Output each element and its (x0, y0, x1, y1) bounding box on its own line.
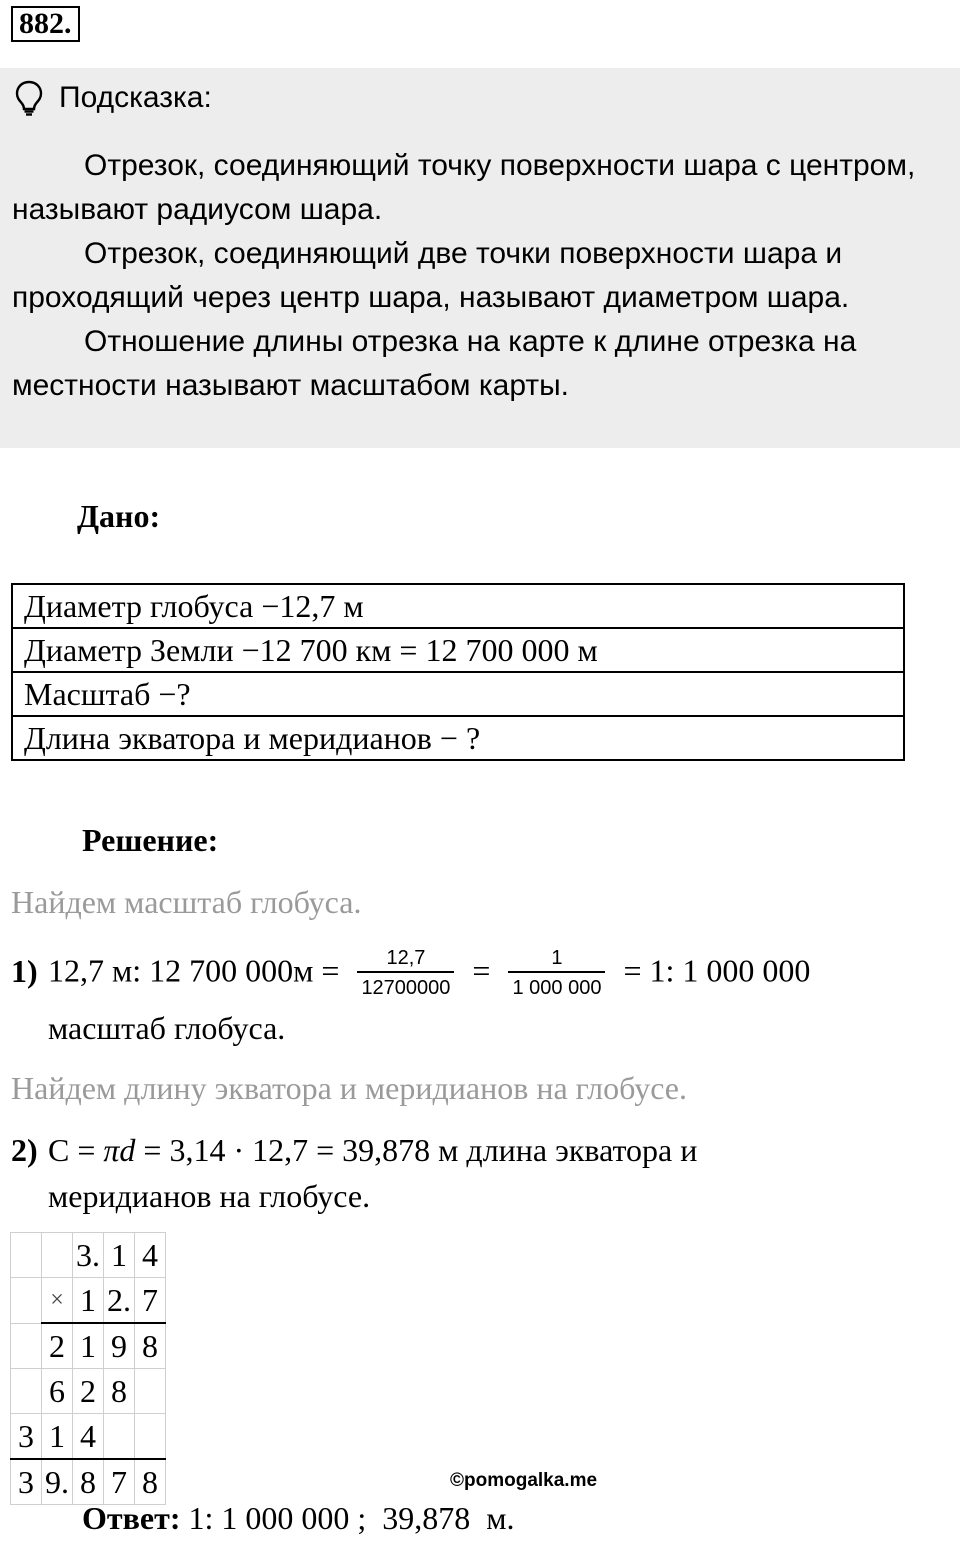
watermark: ©pomogalka.me (450, 1470, 598, 1491)
formula-pi-d: πd (103, 1132, 136, 1168)
step-2-continuation: меридианов на глобусе. (48, 1178, 371, 1214)
step-number-2: 2) (11, 1132, 38, 1168)
calc-cell: 1 (73, 1278, 104, 1324)
given-cell: Масштаб −? (12, 672, 904, 716)
hint-paragraph: Отношение длины отрезка на карте к длине отрезка на местности называют масштабом карты. (12, 325, 857, 402)
calc-cell: 8 (135, 1459, 166, 1505)
calc-cell: 4 (73, 1414, 104, 1460)
calc-row (11, 1459, 166, 1505)
calc-cell: 4 (135, 1233, 166, 1278)
fraction-1-numerator: 12,7 (357, 945, 454, 973)
given-cell: Диаметр Земли −12 700 км = 12 700 000 м (12, 628, 904, 672)
lightbulb-icon (14, 80, 44, 116)
calc-cell: 2 (42, 1323, 73, 1369)
answer-line (82, 1500, 515, 1537)
given-cell: Длина экватора и меридианов − ? (12, 716, 904, 760)
calc-cell: 7 (135, 1278, 166, 1324)
calc-cell: 2 (73, 1369, 104, 1414)
given-row (12, 716, 904, 760)
calc-cell (11, 1369, 42, 1414)
fraction-2-numerator: 1 (508, 945, 605, 973)
step-1-equals: = (472, 952, 491, 989)
step-1-equation (48, 945, 810, 1003)
given-row (12, 628, 904, 672)
multiplication-grid (10, 1232, 166, 1505)
fraction-2-denominator: 1 000 000 (512, 977, 602, 999)
calc-cell: 2. (104, 1278, 135, 1324)
given-row (12, 672, 904, 716)
calc-row (11, 1323, 166, 1369)
task-number: 882. (11, 6, 80, 42)
calc-cell (11, 1233, 42, 1278)
hint-title: Подсказка: (59, 81, 212, 114)
calc-cell (11, 1278, 42, 1324)
fraction-1-denominator: 12700000 (361, 977, 451, 999)
step-2-text: м длина экватора и (430, 1132, 698, 1168)
solution-note-scale: Найдем масштаб глобуса. (11, 884, 362, 920)
calc-cell (135, 1369, 166, 1414)
fraction-2 (508, 945, 605, 1003)
formula-result: = 3,14 · 12,7 = 39,878 (135, 1132, 431, 1168)
calc-cell: 7 (104, 1459, 135, 1505)
step-2-equation (48, 1132, 697, 1169)
hint-paragraph: Отрезок, соединяющий точку поверхности шара с центром, называют радиусом шара. (12, 149, 916, 226)
answer-length: 39,878 (382, 1500, 471, 1536)
calc-row (11, 1369, 166, 1414)
calc-row (11, 1233, 166, 1278)
calc-cell: 8 (73, 1459, 104, 1505)
calc-cell: 8 (135, 1323, 166, 1369)
hint-box (0, 68, 960, 448)
calc-cell: 3. (73, 1233, 104, 1278)
multiply-sign: × (42, 1278, 73, 1324)
answer-scale: 1: 1 000 000 (188, 1500, 350, 1536)
solution-title: Решение: (82, 822, 219, 858)
calc-cell: 1 (104, 1233, 135, 1278)
step-number-1: 1) (11, 953, 38, 989)
calc-cell (11, 1323, 42, 1369)
step-1-lhs: 12,7 м: 12 700 000м = (48, 952, 340, 989)
calc-cell: 3 (11, 1414, 42, 1460)
calc-row (11, 1414, 166, 1460)
given-title: Дано: (77, 498, 161, 534)
solution-note-length: Найдем длину экватора и меридианов на глобусе. (11, 1070, 687, 1106)
formula-c: C (48, 1132, 70, 1168)
step-1-continuation: масштаб глобуса. (48, 1010, 286, 1046)
formula-equals: = (69, 1132, 104, 1168)
given-table (11, 583, 905, 761)
calc-cell: 6 (42, 1369, 73, 1414)
calc-cell (42, 1233, 73, 1278)
calc-cell: 3 (11, 1459, 42, 1505)
calc-cell: 9. (42, 1459, 73, 1505)
hint-paragraph: Отрезок, соединяющий две точки поверхности шара и проходящий через центр шара, называют диаметром шара. (12, 237, 850, 314)
answer-unit: м. (486, 1500, 515, 1536)
step-1-rhs: = 1: 1 000 000 (623, 952, 811, 989)
calc-cell: 1 (73, 1323, 104, 1369)
calc-cell: 1 (42, 1414, 73, 1460)
calc-cell: 8 (104, 1369, 135, 1414)
given-cell: Диаметр глобуса −12,7 м (12, 584, 904, 628)
calc-row (11, 1278, 166, 1324)
answer-separator: ; (357, 1500, 367, 1536)
fraction-1 (357, 945, 454, 1003)
given-row (12, 584, 904, 628)
calc-cell (104, 1414, 135, 1460)
answer-label: Ответ: (82, 1500, 181, 1536)
calc-cell: 9 (104, 1323, 135, 1369)
calc-cell (135, 1414, 166, 1460)
